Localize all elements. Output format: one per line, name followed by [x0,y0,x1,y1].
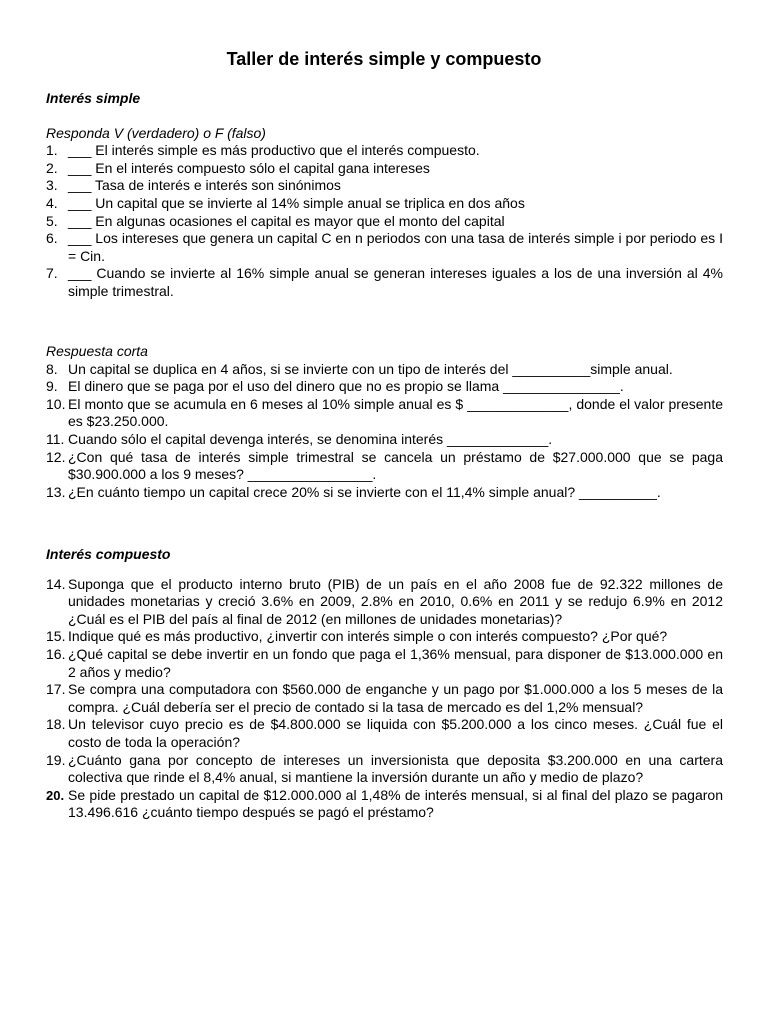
item-text: Un capital se duplica en 4 años, si se invierte con un tipo de interés del __________simple anual. [68,360,673,377]
short-answer-list [46,361,723,502]
short-answer-instruction: Respuesta corta [46,343,148,359]
list-item [46,646,723,681]
compound-interest-list [46,576,723,822]
item-text: Se pide prestado un capital de $12.000.000 al 1,48% de interés mensual, si al final del plazo se pagaron 13.496.616 ¿cuánto tiempo después se pagó el préstamo? [68,786,723,821]
list-item [46,195,723,213]
list-item [46,716,723,751]
list-item [46,213,723,231]
item-text: ___ Un capital que se invierte al 14% simple anual se triplica en dos años [68,194,525,211]
true-false-instruction: Responda V (verdadero) o F (falso) [46,124,266,141]
list-item [46,160,723,178]
item-number: 17. [46,681,66,698]
section-interes-compuesto [46,546,723,822]
item-number: 12. [46,448,66,465]
section-respuesta-corta [46,343,723,501]
item-text: ___ Cuando se invierte al 16% simple anual se generan intereses iguales a los de una inversión al 4% simple trimestral. [68,265,723,299]
item-text: Un televisor cuyo precio es de $4.800.000 se liquida con $5.200.000 a los cinco meses. ¿Cuál fue el costo de toda la operación? [68,716,723,750]
list-item [46,752,723,787]
list-item [46,361,723,379]
item-number: 11. [46,430,65,447]
list-item [46,576,723,629]
item-text: Suponga que el producto interno bruto (PIB) de un país en el año 2008 fue de 92.322 millones de unidades monetarias y creció 3.6% en 2009, 2.8% en 2010, 0.6% en 2011 y se redujo 6.9% en 2012 ¿Cuál es el PIB del país al final de 2012 (en millones de unidades monetarias)? [68,575,723,627]
item-text: Cuando sólo el capital devenga interés, se denomina interés _____________. [68,430,553,447]
item-number: 3. [46,177,58,194]
item-text: ___ Tasa de interés e interés son sinónimos [68,177,341,194]
list-item [46,787,723,822]
item-text: El dinero que se paga por el uso del dinero que no es propio se llama _______________. [68,378,624,395]
item-number: 18. [46,716,66,733]
item-text: Se compra una computadora con $560.000 de enganche y un pago por $1.000.000 a los 5 meses de la compra. ¿Cuál debería ser el precio de contado si la tasa de mercado es del 1,2% mensual? [68,681,723,715]
item-number: 1. [46,142,58,159]
item-text: ¿Con qué tasa de interés simple trimestral se cancela un préstamo de $27.000.000 que se paga $30.900.000 a los 9 meses? ________________. [68,448,723,483]
section-heading-compuesto: Interés compuesto [46,546,171,562]
list-item [46,230,723,265]
list-item [46,396,723,431]
item-number: 16. [46,645,66,662]
item-number: 13. [46,483,66,500]
list-item [46,142,723,160]
list-item [46,449,723,484]
document-title: Taller de interés simple y compuesto [226,49,542,69]
item-text: El monto que se acumula en 6 meses al 10% simple anual es $ _____________, donde el valor presente es $23.250.000. [68,395,723,430]
item-text: ___ En el interés compuesto sólo el capital gana intereses [68,159,430,176]
section-interes-simple [46,90,723,301]
item-number: 20. [46,787,65,803]
item-text: Indique qué es más productivo, ¿invertir con interés simple o con interés compuesto? ¿Por qué? [68,628,668,645]
list-item [46,265,723,300]
true-false-list [46,142,723,300]
item-text: ___ El interés simple es más productivo que el interés compuesto. [68,142,480,159]
item-number: 6. [46,230,58,247]
list-item [46,177,723,195]
item-number: 8. [46,360,58,377]
item-number: 15. [46,628,66,645]
list-item [46,431,723,449]
item-number: 7. [46,265,58,282]
list-item [46,681,723,716]
list-item [46,378,723,396]
item-text: ¿En cuánto tiempo un capital crece 20% si se invierte con el 11,4% simple anual? __________. [68,483,661,500]
item-number: 5. [46,212,58,229]
item-text: ___ Los intereses que genera un capital C en n periodos con una tasa de interés simple i por periodo es I = Cin. [68,230,723,264]
item-number: 9. [46,378,58,395]
item-text: ¿Qué capital se debe invertir en un fondo que paga el 1,36% mensual, para disponer de $13.000.000 en 2 años y medio? [68,645,723,680]
section-heading-simple: Interés simple [46,90,141,106]
item-number: 14. [46,575,66,592]
item-number: 10. [46,395,66,412]
list-item [46,628,723,646]
item-text: ¿Cuánto gana por concepto de intereses un inversionista que deposita $3.200.000 en una cartera colectiva que rinde el 8,4% anual, si mantiene la inversión durante un año y medio de plazo? [68,751,723,786]
item-text: ___ En algunas ocasiones el capital es mayor que el monto del capital [68,212,505,229]
item-number: 4. [46,194,58,211]
item-number: 19. [46,751,66,768]
item-number: 2. [46,159,58,176]
list-item [46,484,723,502]
